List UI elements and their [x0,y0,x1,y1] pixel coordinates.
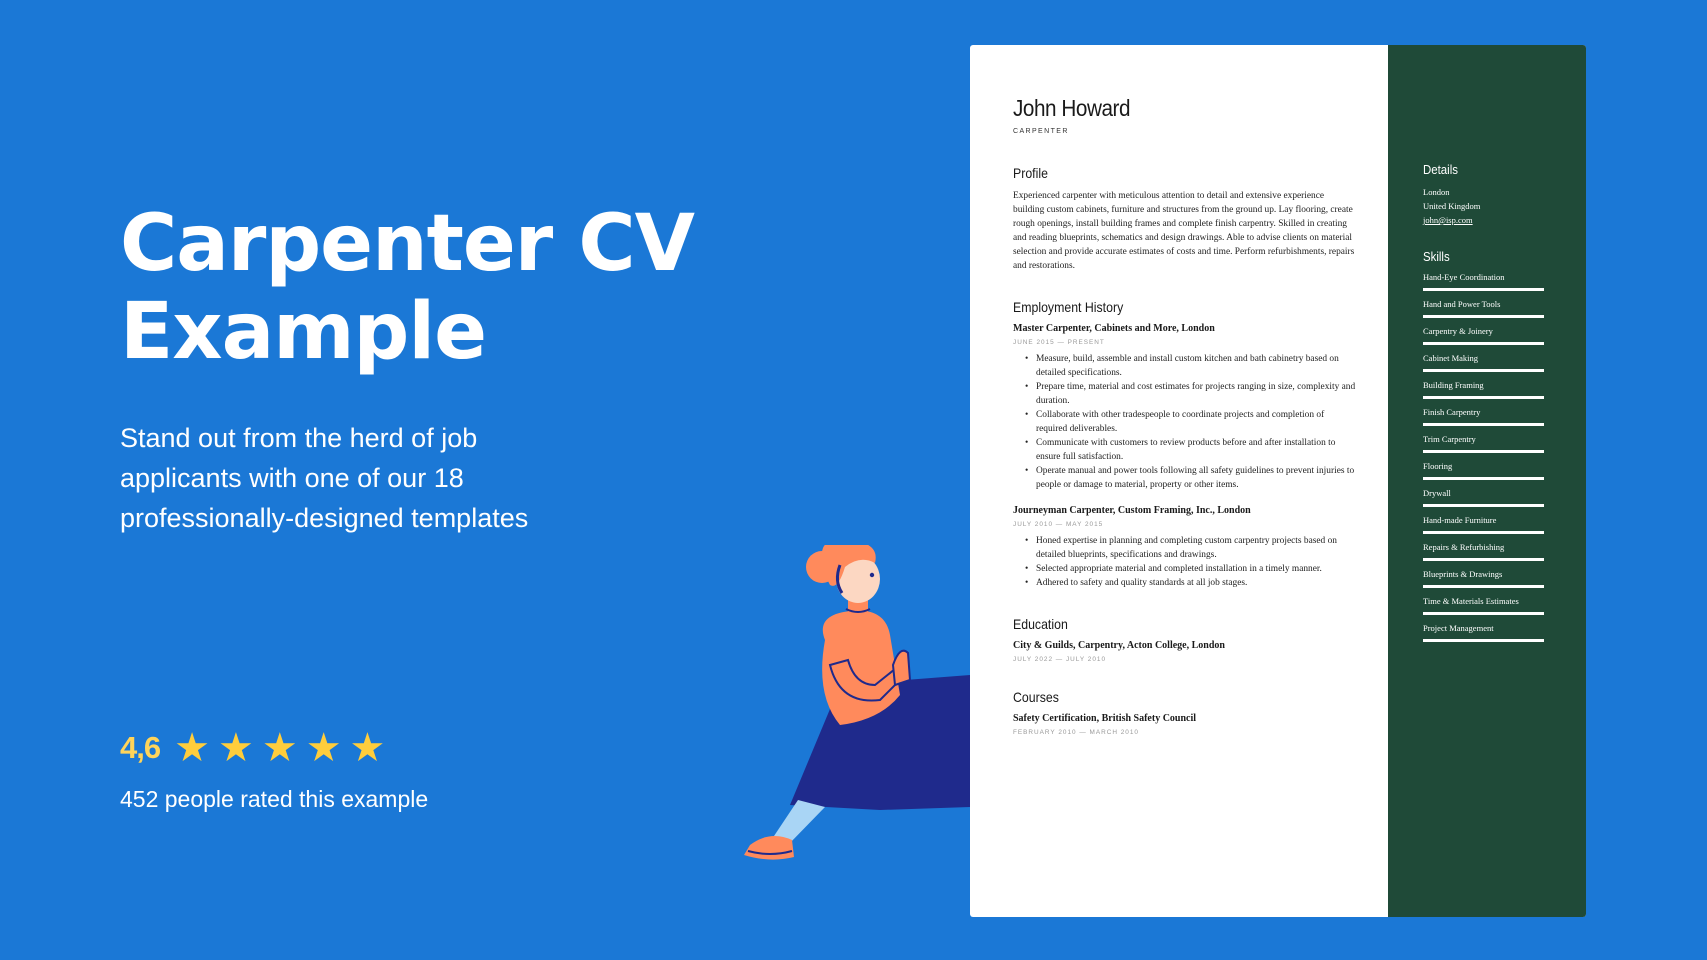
star-icon: ★ [349,726,386,770]
skill-bar [1423,558,1544,561]
star-icon: ★ [305,726,342,770]
employment-heading: Employment History [1013,299,1124,315]
skill-bar [1423,342,1544,345]
skill-item [1423,569,1586,588]
skill-item [1423,434,1586,453]
cv-sidebar [1388,45,1586,917]
job-bullets [1013,352,1356,492]
skill-label: Trim Carpentry [1423,434,1476,444]
job-title: Master Carpenter, Cabinets and More, London [1013,323,1215,334]
skill-label: Finish Carpentry [1423,407,1481,417]
skill-label: Building Framing [1423,380,1484,390]
job-bullet: • Collaborate with other tradespeople to coordinate projects and completion of required deliverables. [1025,408,1356,436]
job-bullet: • Selected appropriate material and completed installation in a timely manner. [1025,562,1356,576]
title-line-2: Example [120,287,486,377]
skills-list [1423,272,1586,642]
skill-bar [1423,396,1544,399]
star-icon: ★ [217,726,254,770]
job-dates: JUNE 2015 — PRESENT [1013,339,1105,346]
skills-heading: Skills [1423,249,1450,264]
skill-item [1423,515,1586,534]
skill-item [1423,380,1586,399]
skill-item [1423,488,1586,507]
job-title: Journeyman Carpenter, Custom Framing, Inc., London [1013,505,1251,516]
skill-label: Hand and Power Tools [1423,299,1501,309]
skill-bar [1423,477,1544,480]
details-email-link[interactable]: john@isp.com [1423,215,1473,225]
job-bullets [1013,534,1356,590]
job-bullet: • Measure, build, assemble and install custom kitchen and bath cabinetry based on detailed specifications. [1025,352,1356,380]
skill-bar [1423,288,1544,291]
rating-score: 4,6 [120,730,161,765]
skill-bar [1423,531,1544,534]
rating-count: 452 people rated this example [120,786,429,812]
skill-item [1423,272,1586,291]
job-entry [1013,323,1356,492]
skill-bar [1423,639,1544,642]
job-bullet: • Honed expertise in planning and completing custom carpentry projects based on detailed blueprints, specifications and drawings. [1025,534,1356,562]
details-city: London [1423,187,1450,197]
education-dates: JULY 2022 — JULY 2010 [1013,656,1106,663]
skill-label: Hand-Eye Coordination [1423,272,1505,282]
skill-label: Cabinet Making [1423,353,1479,363]
details-heading: Details [1423,162,1458,177]
rating-row [120,728,393,768]
job-entry [1013,505,1356,590]
skill-bar [1423,369,1544,372]
profile-text: Experienced carpenter with meticulous attention to detail and extensive experience building custom cabinets, furniture and structures from the ground up. Lay flooring, create rough openings, install building frames and complete finish carpentry. Skilled in creating and reading blueprints, schematics and design drawings. Able to advise clients on material selection and provide accurate estimates of costs and time. Perform refurbishments, repairs and restorations. [1013,191,1355,271]
skill-bar [1423,423,1544,426]
skill-item [1423,623,1586,642]
skill-bar [1423,612,1544,615]
star-icon: ★ [174,726,210,770]
course-title: Safety Certification, British Safety Council [1013,713,1197,724]
skill-item [1423,353,1586,372]
hero-subtitle: Stand out from the herd of job applicants with one of our 18 professionally-designed templates [120,423,529,533]
cv-document [970,45,1586,917]
skill-bar [1423,450,1544,453]
woman-illustration [730,545,970,875]
profile-heading: Profile [1013,165,1048,181]
skill-label: Hand-made Furniture [1423,515,1497,525]
skill-item [1423,407,1586,426]
hero-section [120,200,720,538]
skill-bar [1423,504,1544,507]
job-bullet: • Adhered to safety and quality standards at all job stages. [1025,576,1356,590]
cv-main-column [970,45,1388,917]
education-title: City & Guilds, Carpentry, Acton College, London [1013,640,1225,651]
skill-label: Flooring [1423,461,1453,471]
skill-bar [1423,315,1544,318]
skill-item [1423,326,1586,345]
cv-role: CARPENTER [1013,128,1069,135]
skill-item [1423,461,1586,480]
job-bullet: • Communicate with customers to review products before and after installation to ensure full satisfaction. [1025,436,1356,464]
job-dates: JULY 2010 — MAY 2015 [1013,521,1104,528]
education-heading: Education [1013,616,1068,632]
skill-label: Carpentry & Joinery [1423,326,1493,336]
skill-item [1423,542,1586,561]
job-bullet: • Prepare time, material and cost estimates for projects ranging in size, complexity and duration. [1025,380,1356,408]
skill-item [1423,596,1586,615]
job-bullet: • Operate manual and power tools following all safety guidelines to prevent injuries to people or damage to material, property or other items. [1025,464,1356,492]
skill-label: Time & Materials Estimates [1423,596,1519,606]
skill-label: Blueprints & Drawings [1423,569,1503,579]
title-line-1: Carpenter CV [120,199,695,289]
skill-item [1423,299,1586,318]
star-icon: ★ [261,726,298,770]
skill-label: Project Management [1423,623,1494,633]
page-title [120,200,720,376]
skill-label: Drywall [1423,488,1451,498]
cv-name: John Howard [1013,95,1131,121]
details-country: United Kingdom [1423,201,1481,211]
course-dates: FEBRUARY 2010 — MARCH 2010 [1013,729,1139,736]
skill-label: Repairs & Refurbishing [1423,542,1505,552]
courses-heading: Courses [1013,689,1059,705]
skill-bar [1423,585,1544,588]
